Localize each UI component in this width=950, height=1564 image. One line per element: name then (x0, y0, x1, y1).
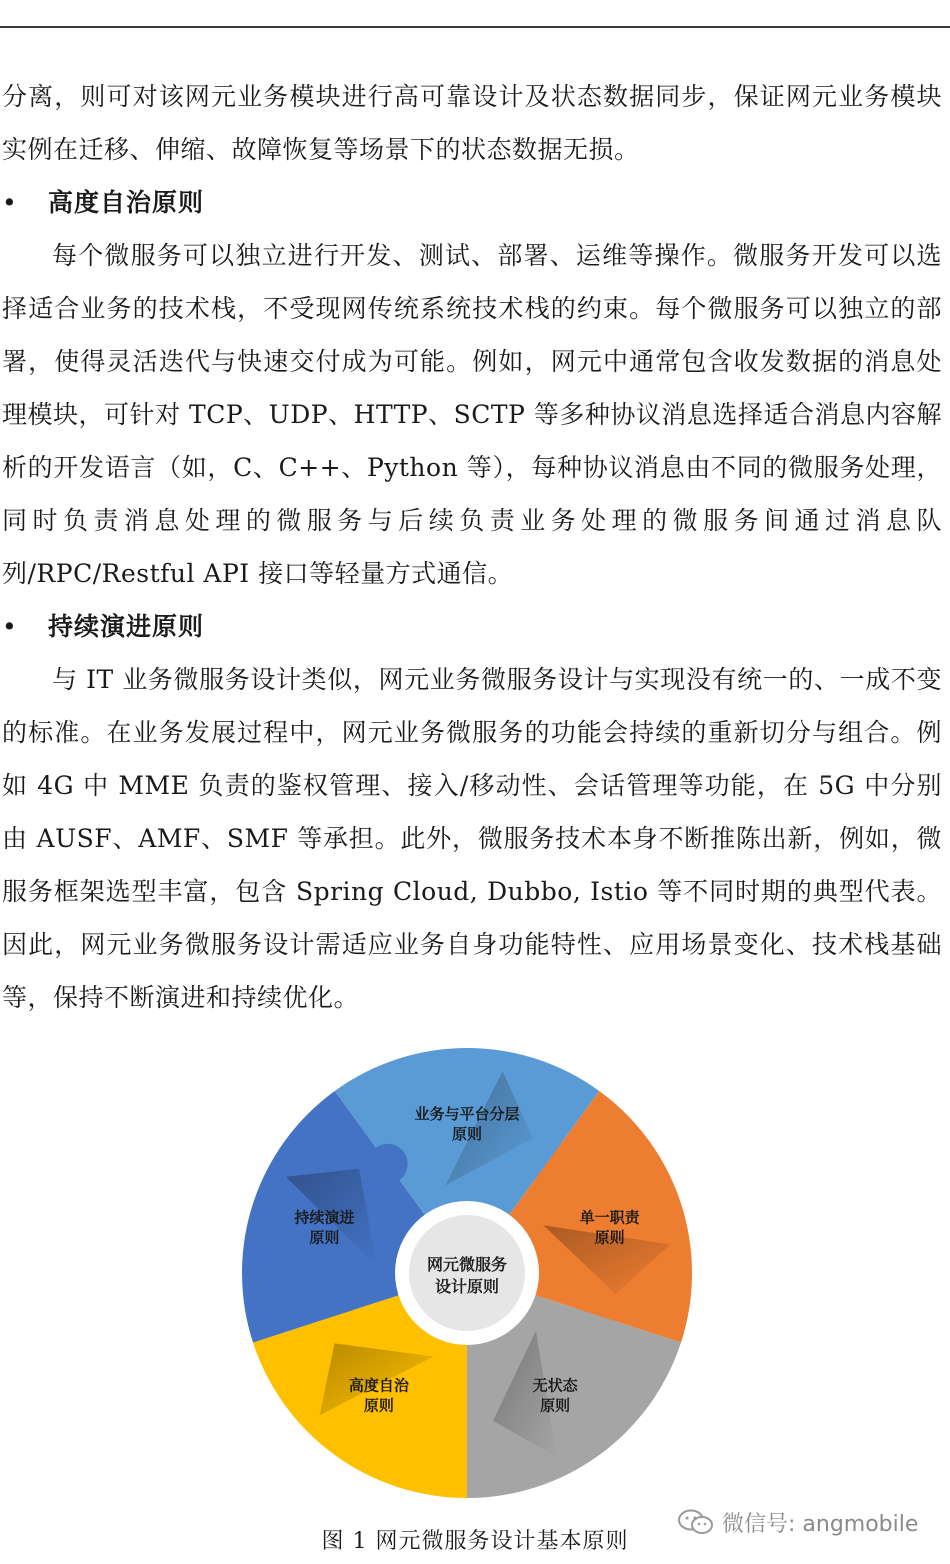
figure-caption: 图 1 网元微服务设计基本原则 (321, 1529, 629, 1554)
principles-diagram (237, 1038, 697, 1508)
page-header-rule (0, 26, 950, 28)
segment-label-line1: 高度自治 (348, 1376, 409, 1395)
section-heading (2, 600, 942, 653)
center-label-line1: 网元微服务 (426, 1255, 508, 1274)
bullet-icon: • (2, 188, 18, 217)
segment-label-line1: 业务与平台分层 (414, 1105, 520, 1123)
center-label-line2: 设计原则 (434, 1277, 500, 1296)
segment-label-line2: 原则 (594, 1228, 625, 1247)
section-heading (2, 176, 942, 229)
segment-label-line1: 无状态 (532, 1376, 578, 1395)
section-heading-text: 高度自治原则 (48, 188, 205, 217)
segment-label-line2: 原则 (363, 1396, 394, 1415)
paragraph: 与 IT 业务微服务设计类似，网元业务微服务设计与实现没有统一的、一成不变的标准。在业务发展过程中，网元业务微服务的功能会持续的重新切分与组合。例如 4G 中 MME 负责的鉴权管理、接入/移动性、会话管理等功能，在 5G 中分别由 AUSF、AMF、SMF 等承担。此外，微服务技术本身不断推陈出新，例如，微服务框架选型丰富，包含 Spring Cloud, Dubbo, Istio 等不同时期的典型代表。因此，网元业务微服务设计需适应业务自身功能特性、应用场景变化、技术栈基础等，保持不断演进和持续优化。 (2, 665, 942, 1012)
watermark-text: 微信号: angmobile (722, 1511, 919, 1537)
wechat-watermark (676, 1506, 918, 1538)
bullet-icon: • (2, 612, 18, 641)
document-body (2, 70, 942, 1024)
segment-label-line2: 原则 (540, 1396, 571, 1415)
paragraph: 分离，则可对该网元业务模块进行高可靠设计及状态数据同步，保证网元业务模块实例在迁移、伸缩、故障恢复等场景下的状态数据无损。 (2, 82, 942, 164)
segment-label-line2: 原则 (451, 1125, 483, 1143)
puzzle-knob (368, 1144, 408, 1184)
section-heading-text: 持续演进原则 (48, 612, 205, 641)
segment-label-line2: 原则 (309, 1228, 340, 1247)
segment-label-line1: 单一职责 (579, 1208, 640, 1227)
paragraph: 每个微服务可以独立进行开发、测试、部署、运维等操作。微服务开发可以选择适合业务的技术栈，不受现网传统系统技术栈的约束。每个微服务可以独立的部署，使得灵活迭代与快速交付成为可能。例如，网元中通常包含收发数据的消息处理模块，可针对 TCP、UDP、HTTP、SCTP 等多种协议消息选择适合消息内容解析的开发语言（如，C、C++、Python 等），每种协议消息由不同的微服务处理，同时负责消息处理的微服务与后续负责业务处理的微服务间通过消息队列/RPC/Restful API 接口等轻量方式通信。 (2, 241, 942, 588)
segment-label-line1: 持续演进 (294, 1208, 355, 1227)
principles-diagram-svg (237, 1038, 697, 1508)
wechat-icon (676, 1508, 716, 1536)
